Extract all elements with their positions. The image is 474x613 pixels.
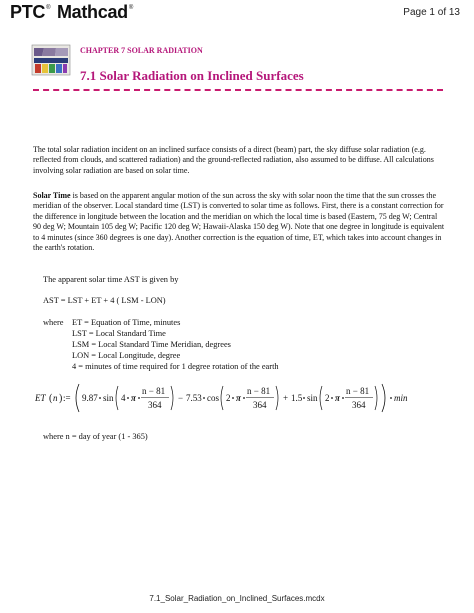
- cos-denominator: 364: [253, 400, 267, 410]
- coef-3: 1.5: [291, 393, 303, 403]
- cos-two: 2: [226, 393, 231, 403]
- title-divider: [33, 89, 443, 91]
- sin1-paren-right: [171, 386, 173, 410]
- sin1-denominator: 364: [148, 400, 162, 410]
- dot-operator: [203, 397, 205, 399]
- cos-paren-left: [221, 386, 223, 410]
- definition-lon: LON = Local Longitude, degree: [72, 351, 181, 360]
- formula-unit: min: [394, 393, 408, 403]
- sin1-paren-left: [116, 386, 118, 410]
- formula-paren: (: [49, 393, 53, 404]
- intro-paragraph: The total solar radiation incident on an inclined surface consists of a direct (beam) part, the sky diffuse solar radiation (e.g. reflected from clouds, and scattered radiation) and the ground-reflected radiation, also assumed to be diffuse. All calculations involving solar radiation are based on solar time.: [33, 145, 434, 175]
- sin3-denominator: 364: [352, 400, 366, 410]
- dot-operator: [390, 397, 392, 399]
- brand-registered-mark: ®: [46, 5, 51, 11]
- formula-assign: :=: [63, 393, 71, 403]
- sin3-two: 2: [325, 393, 330, 403]
- section-title: 7.1 Solar Radiation on Inclined Surfaces: [80, 68, 304, 83]
- solar-time-paragraph: [33, 191, 447, 253]
- sin1-pi: π: [131, 393, 136, 403]
- sin1-numerator: n − 81: [142, 386, 166, 396]
- ast-intro: The apparent solar time AST is given by: [43, 275, 179, 284]
- definition-et: ET = Equation of Time, minutes: [72, 318, 181, 327]
- page-number: Page 1 of 13: [403, 7, 460, 18]
- ast-equation: AST = LST + ET + 4 ( LSM - LON): [43, 296, 166, 305]
- footer-filename: 7.1_Solar_Radiation_on_Inclined_Surfaces.mcdx: [149, 594, 325, 603]
- dot-operator: [303, 397, 305, 399]
- chapter-label: CHAPTER 7 SOLAR RADIATION: [80, 46, 203, 55]
- where-label: where: [43, 318, 64, 327]
- sin-1: sin: [103, 393, 114, 403]
- day-of-year-definition: where n = day of year (1 - 365): [43, 432, 148, 441]
- equation-of-time-formula: [35, 380, 445, 416]
- solar-panel-icon: [30, 44, 72, 76]
- sin1-four: 4: [121, 393, 126, 403]
- cos-paren-right: [276, 386, 278, 410]
- definition-lst: LST = Local Standard Time: [72, 329, 166, 338]
- sin3-numerator: n − 81: [346, 386, 370, 396]
- sin3-paren-left: [320, 386, 322, 410]
- formula-lhs: ET: [35, 393, 46, 403]
- outer-paren-left: [76, 384, 79, 412]
- plus-operator: +: [283, 393, 289, 403]
- dot-operator: [127, 397, 129, 399]
- formula-paren: ): [59, 393, 63, 404]
- sin3-paren-right: [375, 386, 377, 410]
- formula-arg: n: [53, 393, 58, 403]
- definition-four: 4 = minutes of time required for 1 degree rotation of the earth: [72, 362, 279, 371]
- dot-operator: [99, 397, 101, 399]
- dot-operator: [342, 397, 344, 399]
- brand-ptc: PTC: [10, 2, 46, 22]
- sin-3: sin: [307, 393, 318, 403]
- cos-2: cos: [207, 393, 219, 403]
- dot-operator: [232, 397, 234, 399]
- product-registered-mark: ®: [128, 5, 133, 11]
- sin3-pi: π: [335, 393, 340, 403]
- definition-lsm: LSM = Local Standard Time Meridian, degrees: [72, 340, 231, 349]
- brand-mathcad: Mathcad: [56, 2, 128, 22]
- dot-operator: [331, 397, 333, 399]
- outer-paren-right: [382, 384, 385, 412]
- solar-time-term: Solar Time: [33, 191, 71, 200]
- dot-operator: [138, 397, 140, 399]
- solar-time-text: is based on the apparent angular motion of the sun across the sky with solar noon the time that the sun crosses the meridian of the observer. Local standard time (LST) is converted to solar time as follows. First, there is a constant correction for the difference in longitude between the location and the meridian on which the local time is based (Eastern, 75 deg W; Central 90 deg W; Mountain 105 deg W; Pacific 120 deg W; Hawaii-Alaska 150 deg W). Note that one degree in longitude is equivalent to 4 minutes (since 360 degrees is one day). Another correction is the equation of time, ET, which takes into account changes in the earth's rotation.: [33, 191, 445, 253]
- dot-operator: [243, 397, 245, 399]
- cos-pi: π: [236, 393, 241, 403]
- cos-numerator: n − 81: [247, 386, 271, 396]
- minus-operator: −: [178, 393, 184, 403]
- coef-1: 9.87: [82, 393, 98, 403]
- coef-2: 7.53: [186, 393, 202, 403]
- ptc-mathcad-logo: [10, 2, 135, 23]
